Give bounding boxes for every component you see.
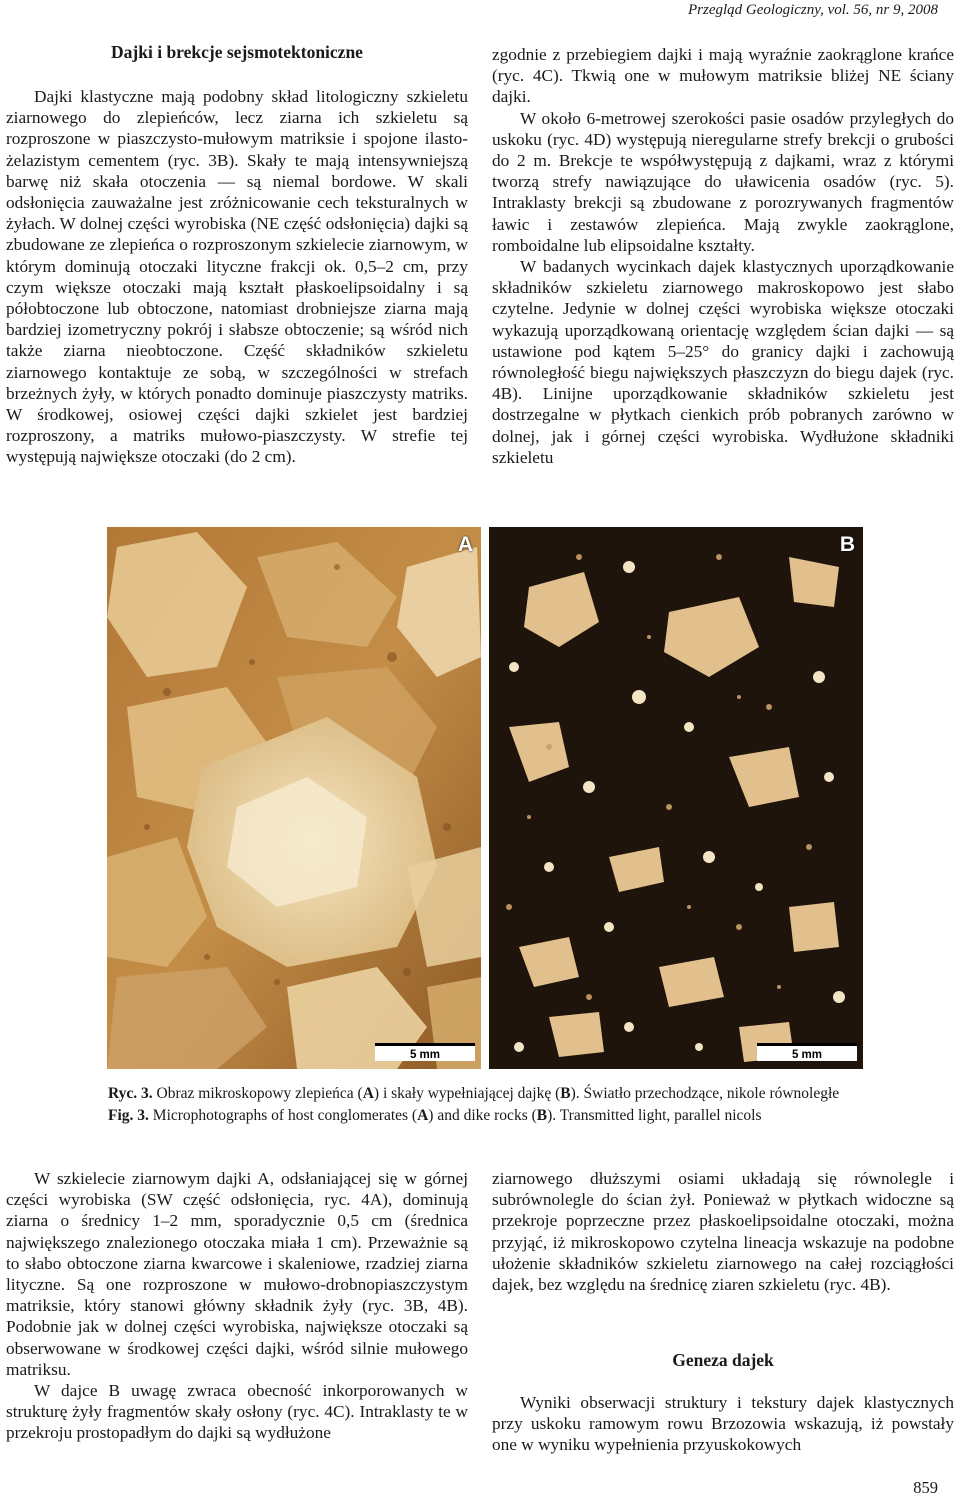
caption-ref: A: [362, 1085, 374, 1102]
caption-label-en: Fig. 3.: [108, 1107, 149, 1124]
scale-bar-b: 5 mm: [757, 1043, 857, 1061]
page-number: 859: [913, 1478, 938, 1497]
section-title-dikes-breccias: Dajki i brekcje sejsmotektoniczne: [111, 42, 363, 62]
caption-text: ). Światło przechodzące, nikole równoległe: [570, 1085, 840, 1102]
paragraph: W około 6-metrowej szerokości pasie osadów przyległych do uskoku (ryc. 4D) występują nieregularne strefy brekcji o grubości do 2 m. Brekcje te współwystępują z dajkami, wraz z którymi tworzą strefy nawiązujące do uławicenia osadów (ryc. 5). Intraklasty brekcji są zbudowane z porozrywanych fragmentów ławic i zestawów zlepieńca. Mają zwykle zaokrąglone, romboidalne lub elipsoidalne kształty.: [492, 108, 954, 255]
panel-label-a: A: [457, 533, 473, 556]
left-column-top: [6, 86, 468, 468]
paragraph: W dajce B uwagę zwraca obecność inkorporowanych w strukturę żyły fragmentów skały osłony (ryc. 4C). Intraklasty te w przekroju prostopadłym do dajki są wydłużone: [6, 1381, 468, 1443]
panel-label-b: B: [839, 533, 855, 556]
right-column-top: [492, 44, 954, 468]
paragraph: W badanych wycinkach dajek klastycznych uporządkowanie składników szkieletu ziarnowego makroskopowo jest słabo czytelne. Jedynie w dolnej części wyrobiska większe otoczaki wykazują uporządkowaną orientację względem ścian dajki — są ustawione pod kątem 5–25° do granicy dajki i zachowują równoległość biegu największych płaszczyzn do biegu dajek (ryc. 4B). Linijne uporządkowanie składników szkieletu jest dostrzegalne w płytkach cienkich prób pobranych zarówno w dolnej, jak i górnej części wyrobiska. Wydłużone składniki szkieletu: [492, 257, 954, 467]
figure-3: [107, 527, 863, 1069]
caption-polish: [108, 1083, 868, 1104]
caption-label-pl: Ryc. 3.: [108, 1085, 153, 1102]
caption-ref: A: [417, 1107, 429, 1124]
caption-english: [108, 1105, 868, 1126]
caption-text: ). Transmitted light, parallel nicols: [547, 1107, 762, 1124]
caption-text: ) and dike rocks (: [428, 1107, 537, 1124]
caption-ref: B: [560, 1085, 571, 1102]
caption-text: ) i skały wypełniającej dajkę (: [373, 1085, 561, 1102]
caption-ref: B: [536, 1107, 548, 1124]
section-title-dike-genesis: Geneza dajek: [672, 1350, 774, 1370]
right-column-bottom: [492, 1168, 954, 1295]
scale-bar-a: 5 mm: [375, 1043, 475, 1061]
micrograph-panel-b: [489, 527, 863, 1069]
left-column-bottom: [6, 1168, 468, 1444]
figure-caption: [108, 1083, 868, 1126]
dike-rock-micrograph-image: [489, 527, 863, 1069]
conglomerate-micrograph-image: [107, 527, 481, 1069]
caption-text: Obraz mikroskopowy zlepieńca (: [156, 1085, 363, 1102]
caption-text: Microphotographs of host conglomerates (: [152, 1107, 418, 1124]
journal-header: Przegląd Geologiczny, vol. 56, nr 9, 2008: [688, 2, 938, 18]
micrograph-panel-a: [107, 527, 481, 1069]
paragraph: Dajki klastyczne mają podobny skład litologiczny szkieletu ziarnowego do zlepieńców, lecz ziarna ich szkieletu są rozproszone w piaszczysto-mułowym matriksie i spojone ilasto-żelazistym cementem (ryc. 3B). Skały te mają intensywniejszą barwę niż skała otoczenia — są niemal bordowe. W skali odsłonięcia zauważalne jest zróżnicowanie cech teksturalnych w żyłach. W dolnej części wyrobiska (NE część odsłonięcia) dajki są zbudowane ze zlepieńca o rozproszonym szkielecie ziarnowym, w którym dominują otoczaki lityczne frakcji ok. 0,5–2 cm, przy czym większe otoczaki mają kształt płaskoelipsoidalny i są półobtoczone lub obtoczone, natomiast drobniejsze ziarna mają bardziej izometryczny pokrój i słabsze obtoczenie; są wśród nich także ziarna nieobtoczone. Część składników szkieletu ziarnowego kontaktuje ze sobą, w szczególności w strefach brzeżnych żyły, w których ponadto dominuje piaszczysty matriks. W środkowej, osiowej części dajki szkielet jest bardziej rozproszony, a matriks mułowo-piaszczysty. W strefie tej występują największe otoczaki (do 2 cm).: [6, 87, 468, 467]
paragraph: W szkielecie ziarnowym dajki A, odsłaniającej się w górnej części wyrobiska (SW część odsłonięcia, ryc. 4A), dominują ziarna o średnicy 1–2 mm, sporadycznie 0,5 cm (średnica największego znalezionego otoczaka miała 1 cm). Przeważnie są to słabo obtoczone ziarna kwarcowe i skaleniowe, rzadziej ziarna lityczne. Są one rozproszone w mułowo-drobnopiaszczystym matriksie, który stanowi główny składnik żyły (ryc. 3B, 4B). Podobnie jak w dolnej części wyrobiska, największe otoczaki są obserwowane w środkowej części dajki, wśród silnie mułowego matriksu.: [6, 1169, 468, 1379]
paragraph: zgodnie z przebiegiem dajki i mają wyraźnie zaokrąglone krańce (ryc. 4C). Tkwią one w mułowym matriksie bliżej NE ściany dajki.: [492, 45, 954, 107]
paragraph: ziarnowego dłuższymi osiami układają się równolegle i subrównolegle do ścian żył. Ponieważ w płytkach widoczne są przekroje poprzeczne przez płaskoelipsoidalne otoczaki, można przyjąć, iż mikroskopowo czytelna lineacja wskazuje na podobne ułożenie składników szkieletu ziarnowego na całej rozciągłości dajek, bez względu na średnicę ziaren szkieletu (ryc. 4B).: [492, 1169, 954, 1295]
paragraph: Wyniki obserwacji struktury i tekstury dajek klastycznych przy uskoku ramowym rowu Brzozowia wskazują, iż powstały one w wyniku wypełnienia przyuskokowych: [492, 1393, 954, 1455]
right-column-genesis: [492, 1392, 954, 1456]
